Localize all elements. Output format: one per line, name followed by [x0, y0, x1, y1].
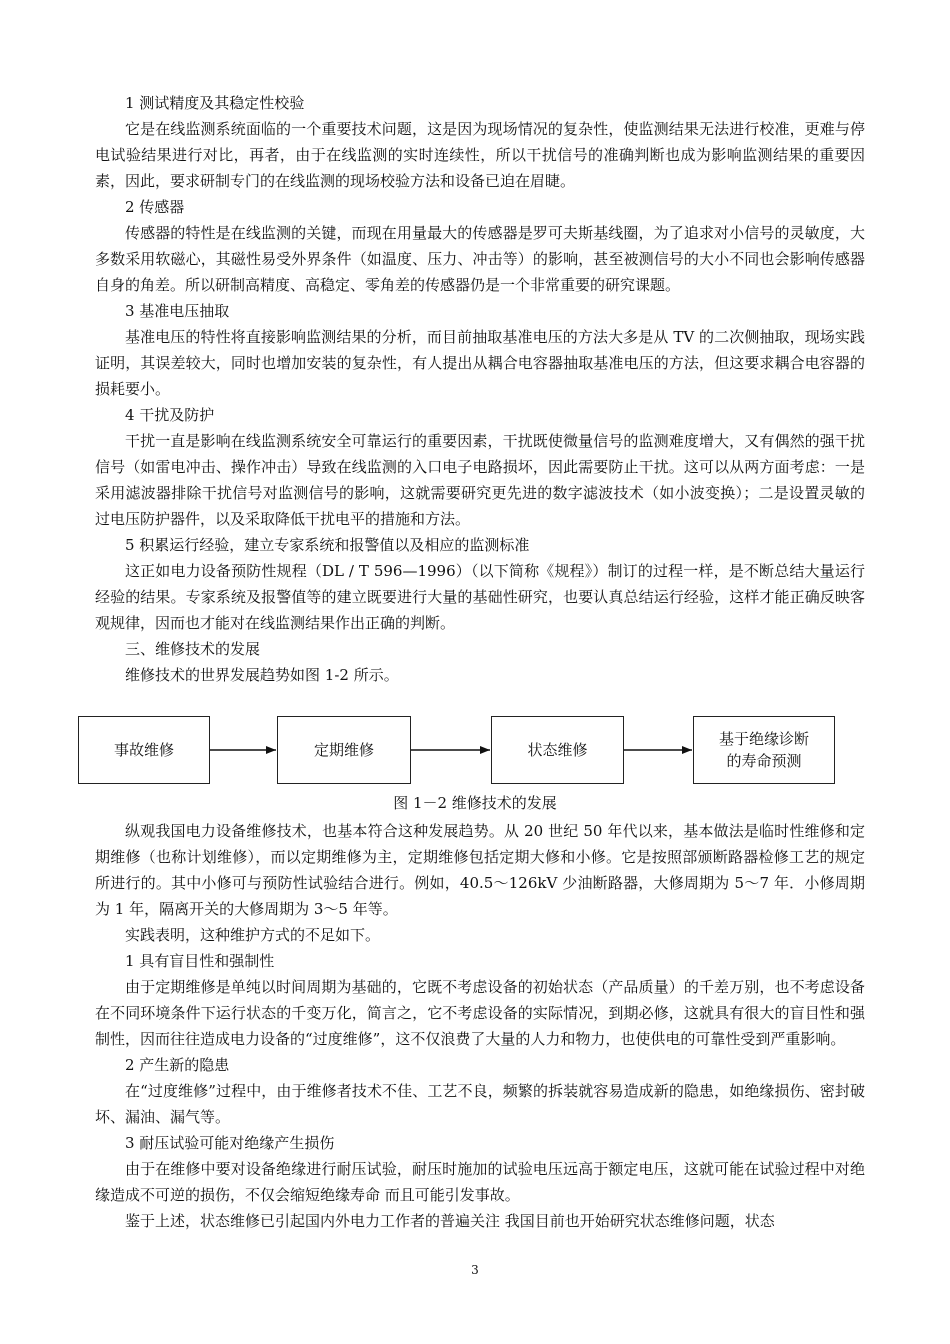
paragraph: 干扰一直是影响在线监测系统安全可靠运行的重要因素，干扰既使微量信号的监测难度增大，又有偶然的强干扰信号（如雷电冲击、操作冲击）导致在线监测的入口电子电路损坏，因此需要防止干扰。这可以从两方面考虑：一是采用滤波器排除干扰信号对监测信号的影响，这就需要研究更先进的数字滤波技术（如小波变换）；二是设置灵敏的过电压防护器件，以及采取降低干扰电平的措施和方法。	[95, 432, 865, 528]
text-block-top	[95, 90, 865, 688]
section-heading: 3 基准电压抽取	[125, 302, 230, 320]
section-heading: 5 积累运行经验，建立专家系统和报警值以及相应的监测标准	[125, 536, 530, 554]
section-heading: 3 耐压试验可能对绝缘产生损伤	[125, 1134, 335, 1152]
box-emergency-maintenance	[78, 716, 210, 784]
paragraph: 传感器的特性是在线监测的关键，而现在用量最大的传感器是罗可夫斯基线圈，为了追求对小信号的灵敏度，大多数采用软磁心，其磁性易受外界条件（如温度、压力、冲击等）的影响，甚至被测信号的大小不同也会影响传感器自身的角差。所以研制高精度、高稳定、零角差的传感器仍是一个非常重要的研究课题。	[95, 224, 865, 294]
text-block-bottom	[95, 818, 865, 1234]
paragraph: 纵观我国电力设备维修技术，也基本符合这种发展趋势。从 20 世纪 50 年代以来，基本做法是临时性维修和定期维修（也称计划维修），而以定期维修为主，定期维修包括定期大修和小修。它是按照部颁断路器检修工艺的规定所进行的。其中小修可与预防性试验结合进行。例如，40.5～126kV 少油断路器，大修周期为 5～7 年．小修周期为 1 年，隔离开关的大修周期为 3～5 年等。	[95, 822, 865, 918]
section-heading: 2 传感器	[125, 198, 185, 216]
box-label: 定期维修	[313, 741, 374, 759]
section-heading: 4 干扰及防护	[125, 406, 215, 424]
box-life-prediction	[693, 716, 835, 784]
section-heading: 1 具有盲目性和强制性	[125, 952, 275, 970]
section-heading: 1 测试精度及其稳定性校验	[125, 94, 305, 112]
box-label: 状态维修	[527, 741, 588, 759]
paragraph: 基准电压的特性将直接影响监测结果的分析，而目前抽取基准电压的方法大多是从 TV 的二次侧抽取，现场实践证明，其误差较大，同时也增加安装的复杂性，有人提出从耦合电容器抽取基准电压的方法，但这要求耦合电容器的损耗要小。	[95, 328, 865, 398]
maintenance-flow-diagram	[78, 716, 838, 788]
section-heading: 2 产生新的隐患	[125, 1056, 230, 1074]
paragraph: 实践表明，这种维护方式的不足如下。	[125, 926, 381, 944]
paragraph: 它是在线监测系统面临的一个重要技术问题，这是因为现场情况的复杂性，使监测结果无法进行校准，更难与停电试验结果进行对比，再者，由于在线监测的实时连续性，所以干扰信号的准确判断也成为影响监测结果的重要因素，因此，要求研制专门的在线监测的现场校验方法和设备已迫在眉睫。	[95, 120, 865, 190]
figure-caption: 图 1－2 维修技术的发展	[393, 794, 557, 812]
section-heading: 三、维修技术的发展	[125, 640, 261, 658]
paragraph: 这正如电力设备预防性规程（DL / T 596—1996）（以下简称《规程》）制订的过程一样，是不断总结大量运行经验的结果。专家系统及报警值等的建立既要进行大量的基础性研究，也要认真总结运行经验，这样才能正确反映客观规律，因而也才能对在线监测结果作出正确的判断。	[95, 562, 865, 632]
paragraph: 在“过度维修”过程中，由于维修者技术不佳、工艺不良，频繁的拆装就容易造成新的隐患，如绝缘损伤、密封破坏、漏油、漏气等。	[95, 1082, 865, 1126]
page-number: 3	[471, 1263, 479, 1277]
box-periodic-maintenance	[277, 716, 411, 784]
paragraph: 由于在维修中要对设备绝缘进行耐压试验，耐压时施加的试验电压远高于额定电压，这就可能在试验过程中对绝缘造成不可逆的损伤，不仅会缩短绝缘寿命 而且可能引发事故。	[95, 1160, 865, 1204]
paragraph: 维修技术的世界发展趋势如图 1-2 所示。	[125, 666, 399, 684]
paragraph: 由于定期维修是单纯以时间周期为基础的，它既不考虑设备的初始状态（产品质量）的千差万别，也不考虑设备在不同环境条件下运行状态的千变万化，简言之，它不考虑设备的实际情况，到期必修，这就具有很大的盲目性和强制性，因而往往造成电力设备的“过度维修”，这不仅浪费了大量的人力和物力，也使供电的可靠性受到严重影响。	[95, 978, 865, 1048]
box-label-line-1: 基于绝缘诊断	[718, 730, 809, 748]
box-label: 事故维修	[113, 741, 174, 759]
paragraph: 鉴于上述，状态维修已引起国内外电力工作者的普遍关注 我国目前也开始研究状态维修问题，状态	[125, 1212, 775, 1230]
box-label-line-2: 的寿命预测	[726, 752, 802, 770]
box-condition-maintenance	[491, 716, 624, 784]
